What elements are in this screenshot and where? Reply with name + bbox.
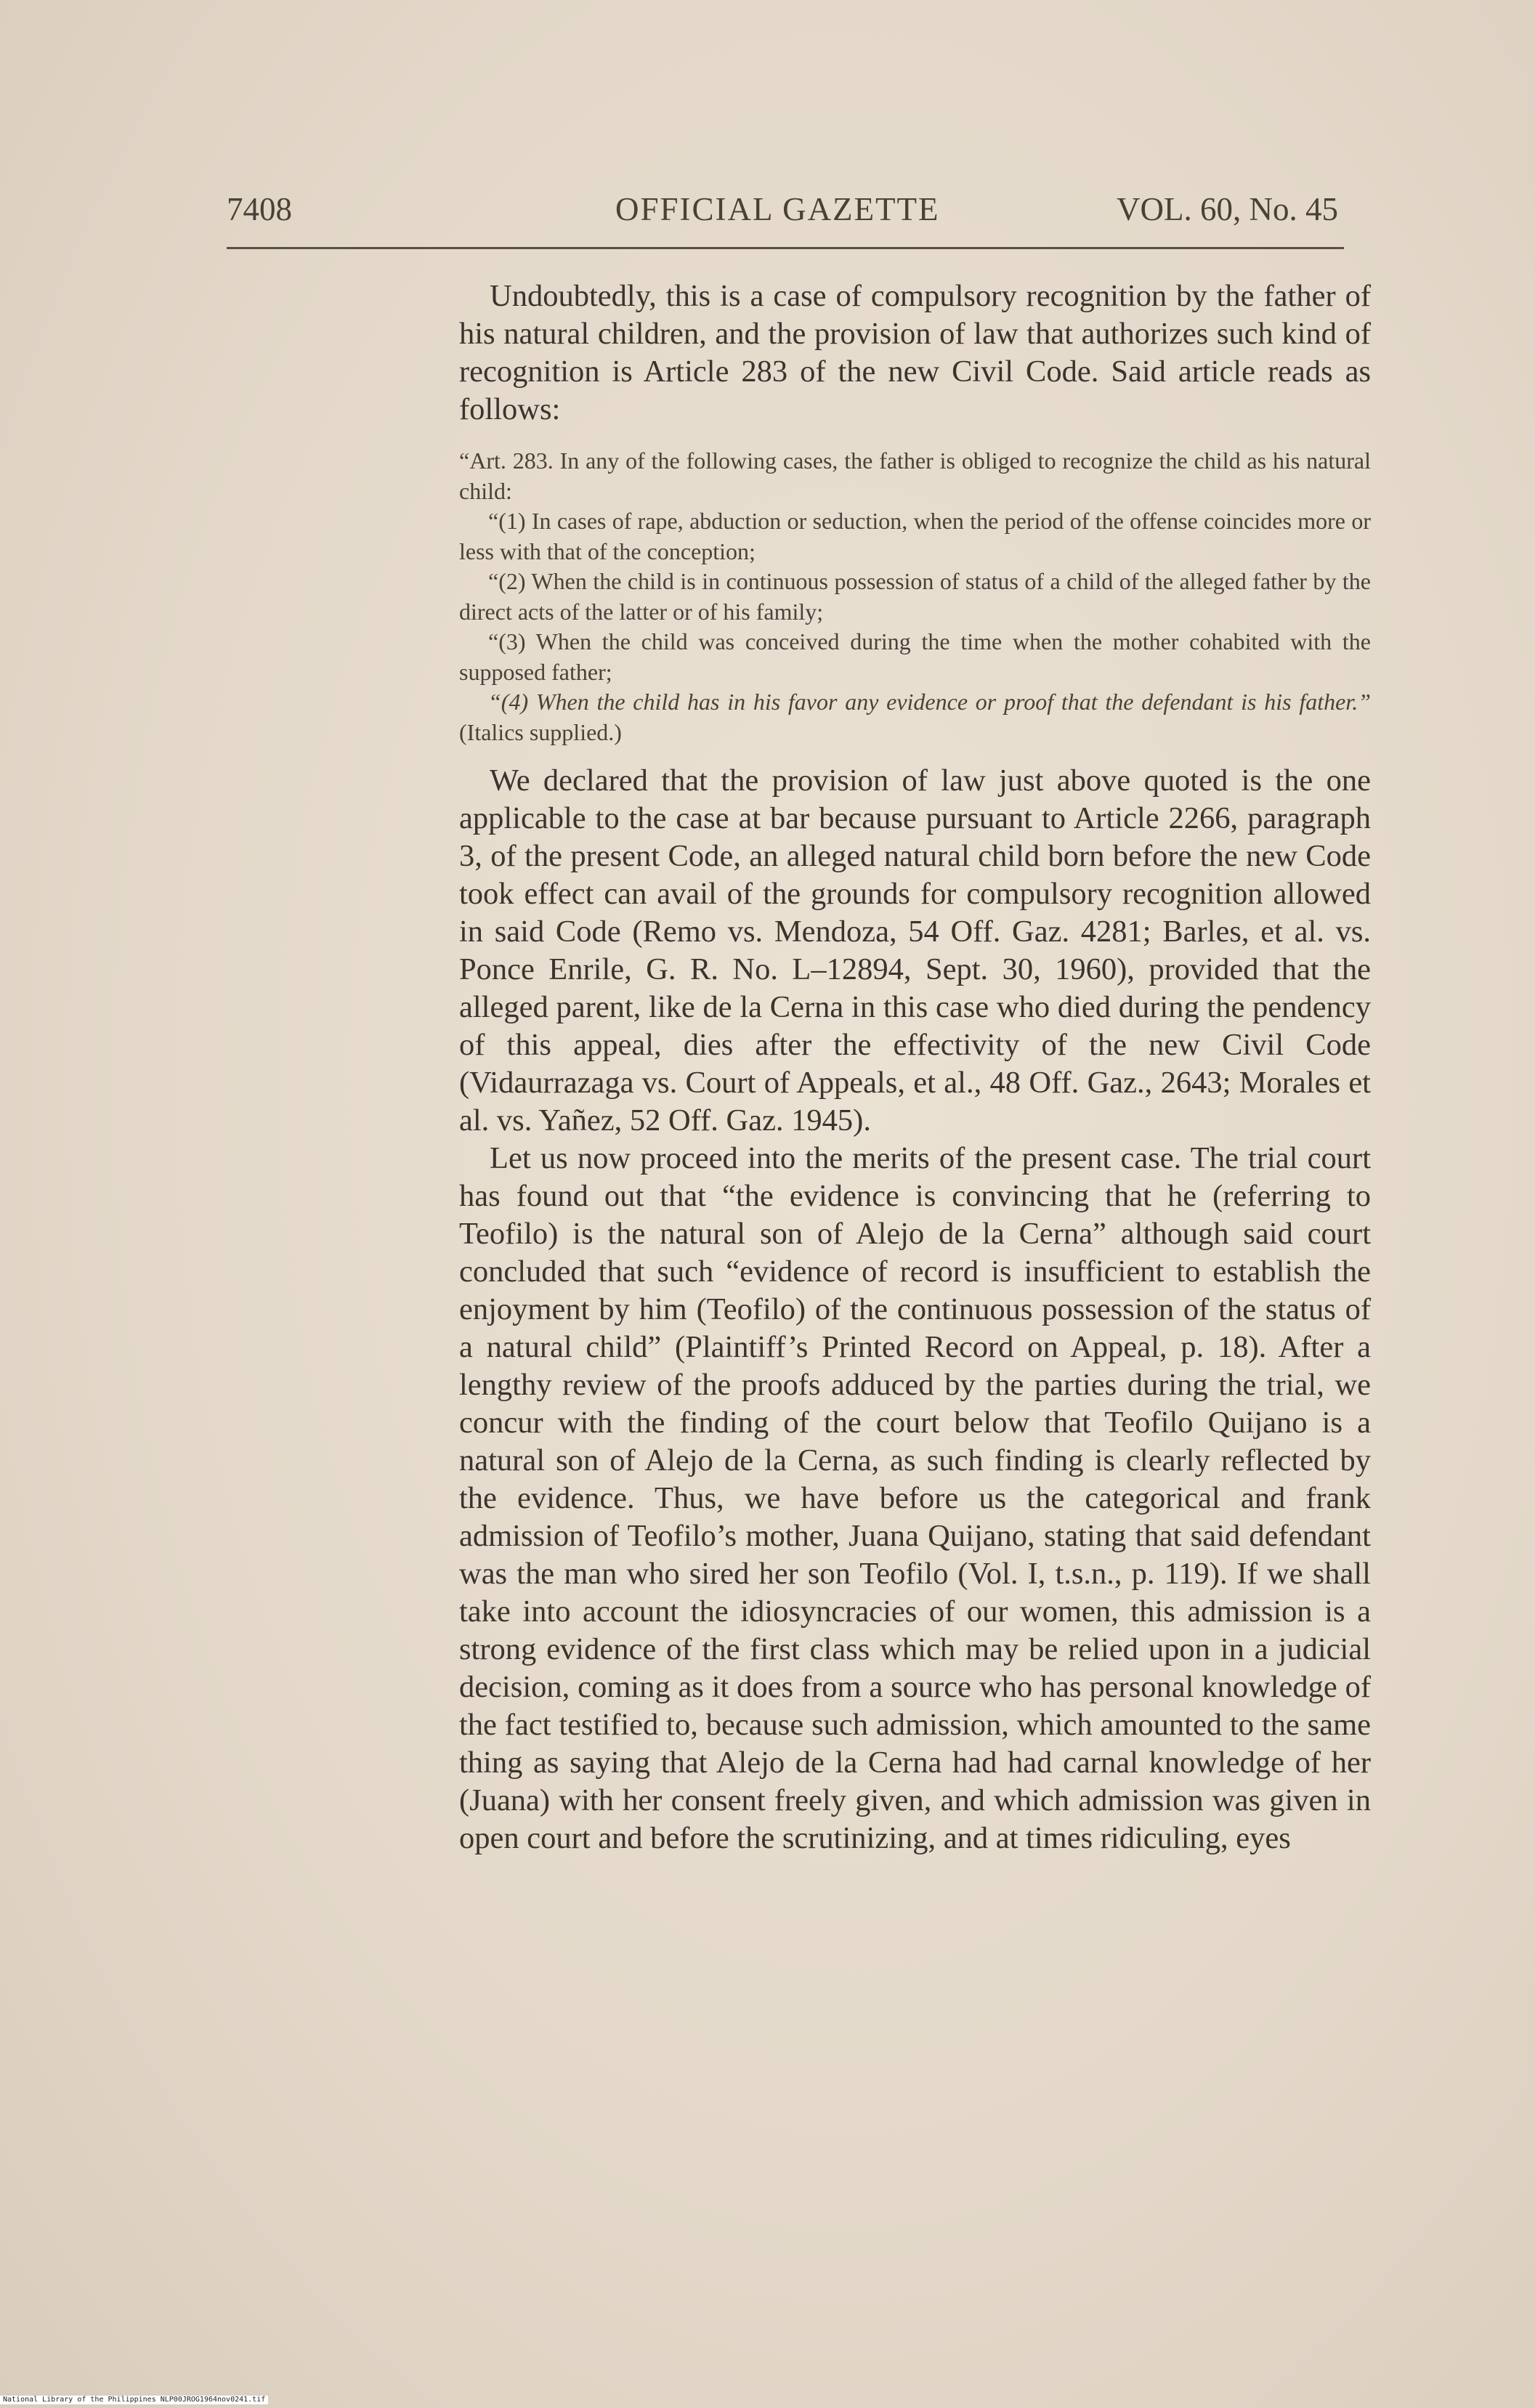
publication-title: OFFICIAL GAZETTE bbox=[615, 191, 940, 227]
page-number: 7408 bbox=[227, 191, 292, 227]
quote-line-2: “(2) When the child is in continuous possession of status of a child of the alleged father by the direct acts of the latter or of his family; bbox=[459, 568, 1371, 625]
main-text bbox=[459, 277, 1371, 1857]
scan-footer: National Library of the Philippines NLP00JROG1964nov0241.tif bbox=[0, 2396, 268, 2404]
quote-line-4-italic: “(4) When the child has in his favor any evidence or proof that the defendant is his father.” bbox=[488, 689, 1371, 715]
paragraph-3: Let us now proceed into the merits of the present case. The trial court has found out that “the evidence is convincing that he (referring to Teofilo) is the natural son of Alejo de la Cerna” although said court concluded that such “evidence of record is insufficient to establish the enjoyment by him (Teofilo) of the continuous possession of the status of a natural child” (Plaintiff’s Printed Record on Appeal, p. 18). After a lengthy review of the proofs adduced by the parties during the trial, we concur with the finding of the court below that Teofilo Quijano is a natural son of Alejo de la Cerna, as such finding is clearly reflected by the evidence. Thus, we have before us the categorical and frank admission of Teofilo’s mother, Juana Quijano, stating that said defendant was the man who sired her son Teofilo (Vol. I, t.s.n., p. 119). If we shall take into account the idiosyncracies of our women, this admission is a strong evidence of the first class which may be relied upon in a judicial decision, coming as it does from a source who has personal knowledge of the fact testified to, because such admission, which amounted to the same thing as saying that Alejo de la Cerna had had carnal knowledge of her (Juana) with her consent freely given, and which admission was given in open court and before the scrutinizing, and at times ridiculing, eyes bbox=[459, 1141, 1371, 1855]
volume-number: VOL. 60, No. 45 bbox=[1117, 191, 1338, 227]
quote-line-1: “(1) In cases of rape, abduction or seduction, when the period of the offense coincides more or less with that of the conception; bbox=[459, 508, 1371, 564]
quote-line-intro: “Art. 283. In any of the following cases, the father is obliged to recognize the child as his natural child: bbox=[459, 447, 1371, 504]
quote-line-3: “(3) When the child was conceived during the time when the mother cohabited with the supposed father; bbox=[459, 628, 1371, 685]
running-header bbox=[227, 190, 1338, 234]
paragraph-2: We declared that the provision of law just above quoted is the one applicable to the case at bar because pursuant to Article 2266, paragraph 3, of the present Code, an alleged natural child born before the new Code took effect can avail of the grounds for compulsory recognition allowed in said Code (Remo vs. Mendoza, 54 Off. Gaz. 4281; Barles, et al. vs. Ponce Enrile, G. R. No. L–12894, Sept. 30, 1960), provided that the alleged parent, like de la Cerna in this case who died during the pendency of this appeal, dies after the effectivity of the new Civil Code (Vidaurrazaga vs. Court of Appeals, et al., 48 Off. Gaz., 2643; Morales et al. vs. Yañez, 52 Off. Gaz. 1945). bbox=[459, 763, 1371, 1138]
header-rule bbox=[227, 247, 1344, 249]
quote-line-4 bbox=[459, 687, 1371, 747]
quoted-article bbox=[459, 446, 1371, 747]
italics-note: (Italics supplied.) bbox=[459, 718, 622, 745]
paragraph-1: Undoubtedly, this is a case of compulsory recognition by the father of his natural children, and the provision of law that authorizes such kind of recognition is Article 283 of the new Civil Code. Said article reads as follows: bbox=[459, 279, 1371, 426]
